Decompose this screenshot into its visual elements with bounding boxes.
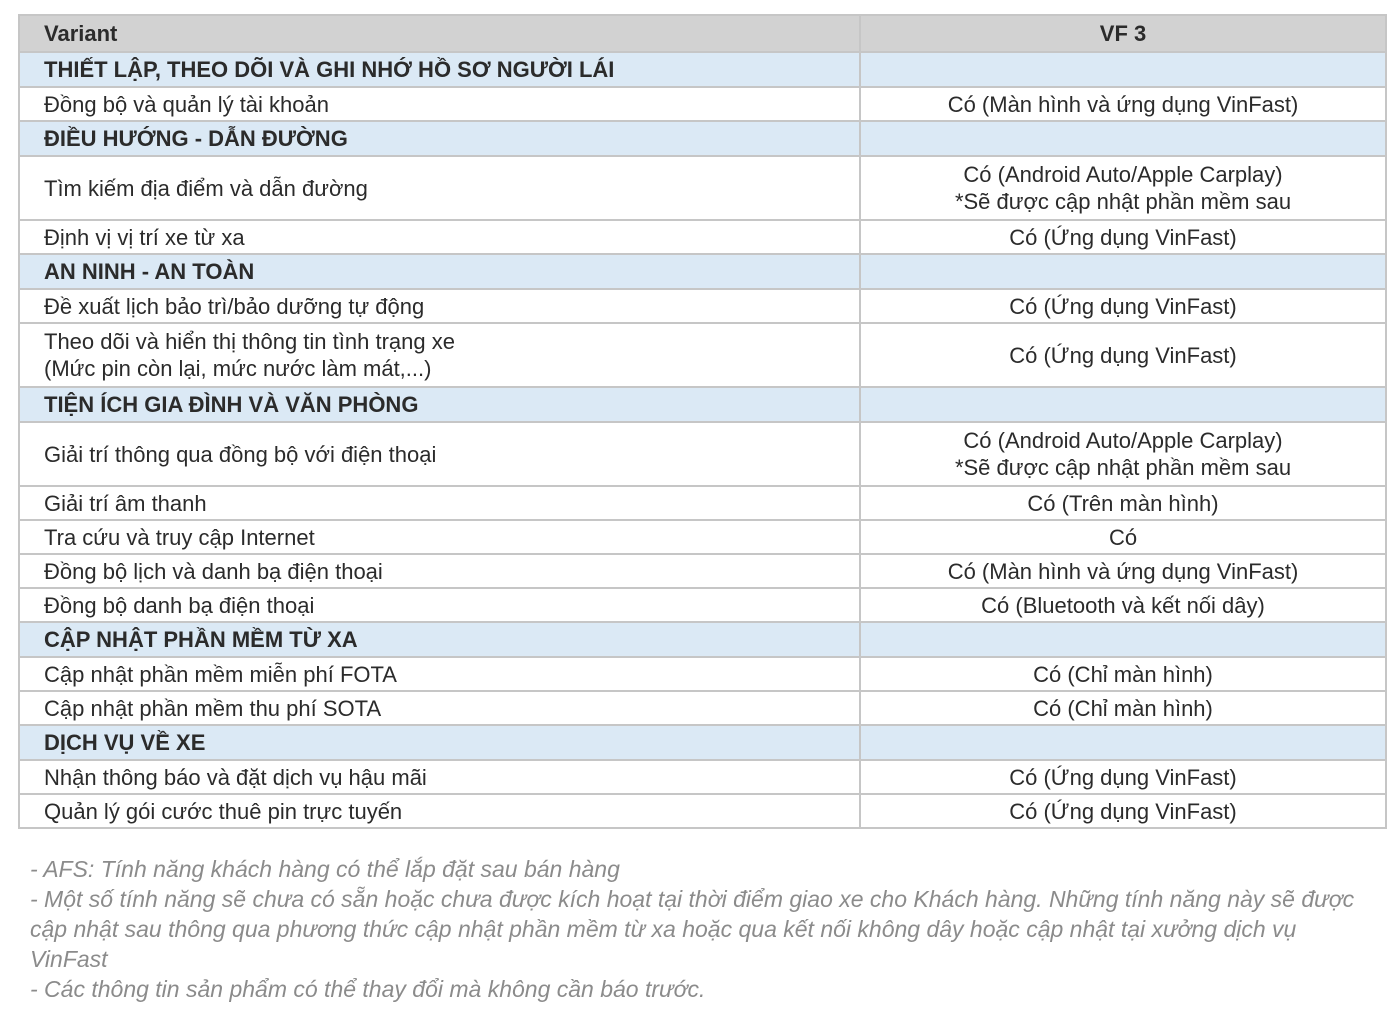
feature-value: Có (Ứng dụng VinFast) (860, 760, 1386, 794)
section-empty-cell (860, 622, 1386, 657)
section-empty-cell (860, 387, 1386, 422)
section-empty-cell (860, 725, 1386, 760)
feature-name: Đồng bộ và quản lý tài khoản (19, 87, 860, 121)
section-title: AN NINH - AN TOÀN (19, 254, 860, 289)
feature-row (19, 760, 1386, 794)
feature-value: Có (Ứng dụng VinFast) (860, 220, 1386, 254)
feature-value: Có (Ứng dụng VinFast) (860, 794, 1386, 828)
feature-row (19, 323, 1386, 387)
section-title: THIẾT LẬP, THEO DÕI VÀ GHI NHỚ HỒ SƠ NGƯỜI LÁI (19, 52, 860, 87)
feature-row (19, 691, 1386, 725)
footnote-afs: - AFS: Tính năng khách hàng có thể lắp đặt sau bán hàng (30, 856, 620, 882)
section-row (19, 387, 1386, 422)
feature-row (19, 554, 1386, 588)
feature-value: Có (Chỉ màn hình) (860, 657, 1386, 691)
feature-name: Định vị vị trí xe từ xa (19, 220, 860, 254)
column-header-variant: Variant (19, 15, 860, 52)
section-row (19, 725, 1386, 760)
section-empty-cell (860, 254, 1386, 289)
section-row (19, 622, 1386, 657)
feature-value: Có (860, 520, 1386, 554)
feature-name: Cập nhật phần mềm thu phí SOTA (19, 691, 860, 725)
feature-row (19, 422, 1386, 486)
feature-row (19, 794, 1386, 828)
feature-name: Tra cứu và truy cập Internet (19, 520, 860, 554)
footnote-feature-availability: - Một số tính năng sẽ chưa có sẵn hoặc chưa được kích hoạt tại thời điểm giao xe cho Khách hàng. Những tính năng này sẽ được cập nhật sau thông qua phương thức cập nhật phần mềm từ xa hoặc qua kết nối không dây hoặc cập nhật tại xưởng dịch vụ VinFast (30, 886, 1355, 972)
feature-value: Có (Màn hình và ứng dụng VinFast) (860, 554, 1386, 588)
feature-name: Giải trí thông qua đồng bộ với điện thoại (19, 422, 860, 486)
feature-row (19, 289, 1386, 323)
section-title: TIỆN ÍCH GIA ĐÌNH VÀ VĂN PHÒNG (19, 387, 860, 422)
table-header (19, 15, 1386, 52)
feature-value: Có (Ứng dụng VinFast) (860, 289, 1386, 323)
feature-name: Đồng bộ lịch và danh bạ điện thoại (19, 554, 860, 588)
feature-row (19, 588, 1386, 622)
feature-row (19, 657, 1386, 691)
feature-value: Có (Trên màn hình) (860, 486, 1386, 520)
feature-name: Theo dõi và hiển thị thông tin tình trạng xe (Mức pin còn lại, mức nước làm mát,...) (19, 323, 860, 387)
feature-name: Nhận thông báo và đặt dịch vụ hậu mãi (19, 760, 860, 794)
feature-name: Tìm kiếm địa điểm và dẫn đường (19, 156, 860, 220)
feature-value: Có (Bluetooth và kết nối dây) (860, 588, 1386, 622)
section-title: CẬP NHẬT PHẦN MỀM TỪ XA (19, 622, 860, 657)
feature-value: Có (Android Auto/Apple Carplay) *Sẽ được cập nhật phần mềm sau (860, 422, 1386, 486)
section-row (19, 121, 1386, 156)
section-title: ĐIỀU HƯỚNG - DẪN ĐƯỜNG (19, 121, 860, 156)
feature-name: Đề xuất lịch bảo trì/bảo dưỡng tự động (19, 289, 860, 323)
feature-name: Đồng bộ danh bạ điện thoại (19, 588, 860, 622)
feature-row (19, 156, 1386, 220)
section-empty-cell (860, 52, 1386, 87)
feature-name: Giải trí âm thanh (19, 486, 860, 520)
footnotes (30, 854, 1370, 1004)
column-header-vf3: VF 3 (860, 15, 1386, 52)
feature-row (19, 87, 1386, 121)
feature-name: Cập nhật phần mềm miễn phí FOTA (19, 657, 860, 691)
header-row (19, 15, 1386, 52)
feature-row (19, 520, 1386, 554)
feature-row (19, 486, 1386, 520)
spec-table-body (19, 52, 1386, 828)
feature-value: Có (Chỉ màn hình) (860, 691, 1386, 725)
feature-value: Có (Ứng dụng VinFast) (860, 323, 1386, 387)
section-title: DỊCH VỤ VỀ XE (19, 725, 860, 760)
section-empty-cell (860, 121, 1386, 156)
vf3-connected-services-table (18, 14, 1387, 829)
section-row (19, 52, 1386, 87)
section-row (19, 254, 1386, 289)
footnote-disclaimer: - Các thông tin sản phẩm có thể thay đổi mà không cần báo trước. (30, 976, 706, 1002)
feature-name: Quản lý gói cước thuê pin trực tuyến (19, 794, 860, 828)
feature-row (19, 220, 1386, 254)
feature-value: Có (Màn hình và ứng dụng VinFast) (860, 87, 1386, 121)
feature-value: Có (Android Auto/Apple Carplay) *Sẽ được cập nhật phần mềm sau (860, 156, 1386, 220)
